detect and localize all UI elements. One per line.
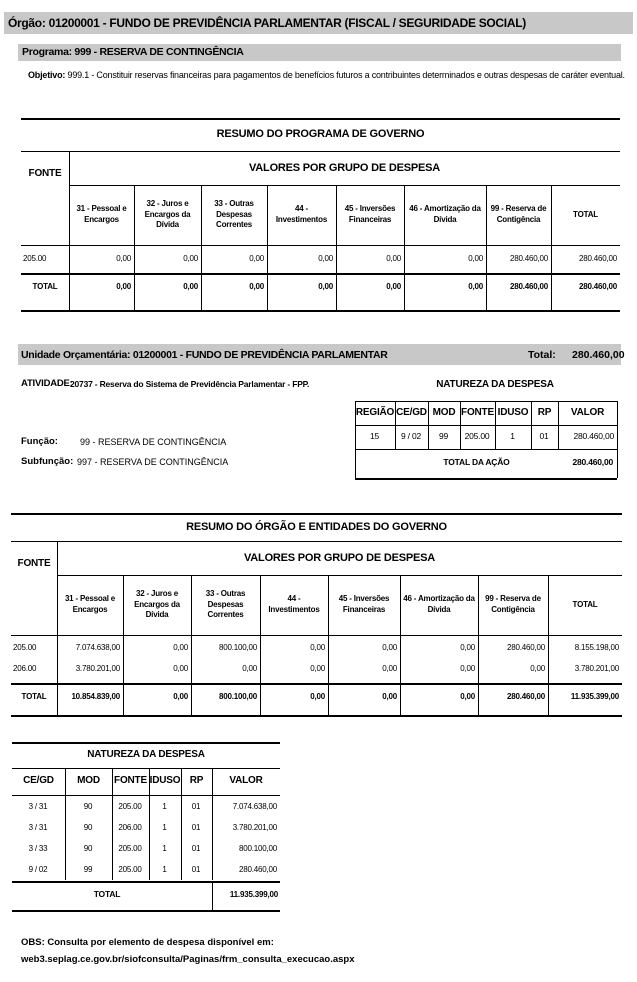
natureza-cell: 1: [510, 431, 515, 442]
natureza-orgao-cell: 99: [83, 865, 93, 875]
natureza-orgao-cell: 206.00: [118, 823, 142, 833]
value-cell: 0,00: [310, 643, 325, 653]
rule-line: [355, 449, 617, 450]
value-cell: 0,00: [318, 253, 333, 263]
total-cell: 0,00: [183, 282, 198, 292]
natureza-cell: 280.460,00: [573, 431, 614, 442]
column-header: 46 - Amortização da Dívida: [409, 204, 481, 224]
rule-line: [548, 575, 549, 715]
natureza-orgao-cell: 7.074.638,00: [232, 802, 277, 812]
total-cell: 0,00: [249, 282, 264, 292]
natureza-header: FONTE: [461, 407, 494, 419]
rule-line: [11, 715, 622, 717]
objetivo-label: Objetivo:: [28, 70, 66, 80]
fonte-cell: 205.00: [23, 253, 47, 263]
natureza-cell: 15: [369, 431, 380, 442]
column-header: TOTAL: [572, 599, 598, 609]
rule-line: [395, 401, 396, 449]
subfuncao-value: 997 - RESERVA DE CONTINGÊNCIA: [77, 457, 229, 467]
natureza-orgao-cell: 90: [83, 802, 93, 812]
column-header: 99 - Reserva de Contigência: [490, 204, 547, 224]
value-cell: 7.074.638,00: [75, 643, 120, 653]
subfuncao-label: Subfunção:: [21, 456, 74, 467]
atividade-text: 20737 - Reserva do Sistema de Previdência Parlamentar - FPP.: [70, 379, 310, 389]
natureza-title: NATUREZA DA DESPESA: [436, 379, 554, 391]
natureza-orgao-header: VALOR: [229, 775, 263, 787]
unidade-total-value: 280.460,00: [572, 349, 625, 361]
value-cell: 3.780.201,00: [75, 664, 120, 674]
value-cell: 280.460,00: [578, 253, 617, 263]
rule-line: [328, 575, 329, 715]
natureza-orgao-cell: 3 / 33: [28, 844, 48, 854]
rule-line: [428, 401, 429, 449]
natureza-orgao-header: MOD: [77, 775, 100, 787]
rule-line: [267, 185, 268, 310]
column-header: 32 - Juros e Encargos da Dívida: [134, 588, 180, 620]
natureza-orgao-cell: 01: [191, 865, 201, 875]
natureza-orgao-cell: 3 / 31: [28, 823, 48, 833]
natureza-cell: 01: [539, 431, 549, 442]
natureza-header: REGIÃO: [355, 407, 395, 419]
value-cell: 0,00: [116, 253, 131, 263]
total-cell: 0,00: [460, 691, 475, 701]
rule-line: [201, 185, 202, 310]
total-cell: 0,00: [382, 691, 397, 701]
column-header: 31 - Pessoal e Encargos: [76, 204, 127, 224]
total-cell: 11.935.399,00: [570, 691, 619, 701]
total-cell: 10.854.839,00: [71, 691, 120, 701]
natureza-cell: 9 / 02: [400, 431, 422, 442]
rule-line: [336, 185, 337, 310]
value-cell: 0,00: [249, 253, 264, 263]
value-cell: 3.780.201,00: [574, 664, 619, 674]
rule-line: [355, 478, 617, 480]
natureza-orgao-cell: 280.460,00: [238, 865, 277, 875]
natureza-orgao-cell: 90: [83, 844, 93, 854]
rule-line: [149, 768, 150, 880]
objetivo: [28, 70, 625, 80]
programa-title: Programa: 999 - RESERVA DE CONTINGÊNCIA: [22, 46, 244, 58]
rule-line: [212, 768, 213, 880]
rule-line: [11, 635, 622, 636]
natureza-header: IDUSO: [497, 407, 529, 419]
natureza-header: CE/GD: [396, 407, 427, 419]
natureza-orgao-cell: 1: [162, 823, 167, 833]
natureza-orgao-header: FONTE: [114, 775, 147, 787]
column-header: 33 - Outras Despesas Correntes: [205, 588, 246, 620]
value-cell: 8.155.198,00: [574, 643, 619, 653]
group-title: VALORES POR GRUPO DE DESPESA: [243, 551, 435, 564]
natureza-orgao-cell: 205.00: [118, 802, 142, 812]
natureza-orgao-cell: 01: [191, 844, 201, 854]
value-cell: 800.100,00: [218, 643, 257, 653]
rule-line: [531, 401, 532, 449]
natureza-orgao-cell: 90: [83, 823, 93, 833]
column-header: 31 - Pessoal e Encargos: [64, 594, 116, 614]
natureza-header: RP: [537, 407, 552, 419]
column-header: 44 - Investimentos: [275, 204, 328, 224]
resumo-title: RESUMO DO ÓRGÃO E ENTIDADES DO GOVERNO: [186, 520, 447, 533]
total-cell: 280.460,00: [506, 691, 545, 701]
value-cell: 280.460,00: [509, 253, 548, 263]
total-label: TOTAL: [32, 282, 58, 292]
obs-line-1: OBS: Consulta por elemento de despesa disponível em:: [21, 937, 274, 948]
total-cell: 0,00: [318, 282, 333, 292]
value-cell: 0,00: [242, 664, 257, 674]
rule-line: [460, 401, 461, 449]
rule-line: [355, 401, 356, 449]
rule-line: [123, 575, 124, 715]
value-cell: 0,00: [382, 664, 397, 674]
total-cell: 0,00: [116, 282, 131, 292]
rule-line: [260, 575, 261, 715]
natureza-cell: 205.00: [464, 431, 490, 442]
rule-line: [12, 795, 280, 796]
total-cell: 0,00: [310, 691, 325, 701]
fonte-header: FONTE: [28, 168, 62, 180]
value-cell: 280.460,00: [506, 643, 545, 653]
value-cell: 0,00: [183, 253, 198, 263]
fonte-cell: 206.00: [13, 664, 37, 674]
rule-line: [551, 185, 552, 310]
value-cell: 0,00: [468, 253, 483, 263]
natureza-orgao-cell: 205.00: [118, 865, 142, 875]
value-cell: 0,00: [460, 643, 475, 653]
orgao-title: Órgão: 01200001 - FUNDO DE PREVIDÊNCIA PARLAMENTAR (FISCAL / SEGURIDADE SOCIAL): [8, 16, 526, 30]
value-cell: 0,00: [310, 664, 325, 674]
column-header: 45 - Inversões Financeiras: [338, 594, 390, 614]
rule-line: [65, 768, 66, 880]
total-cell: 280.460,00: [509, 282, 548, 292]
total-cell: 0,00: [468, 282, 483, 292]
rule-line: [400, 575, 401, 715]
rule-line: [181, 768, 182, 880]
natureza-cell: 99: [438, 431, 449, 442]
rule-line: [404, 185, 405, 310]
column-header: 32 - Juros e Encargos da Dívida: [144, 198, 191, 230]
value-cell: 0,00: [530, 664, 545, 674]
natureza-orgao-cell: 3 / 31: [28, 802, 48, 812]
value-cell: 0,00: [173, 643, 188, 653]
resumo-title: RESUMO DO PROGRAMA DE GOVERNO: [216, 128, 425, 141]
rule-line: [212, 881, 213, 910]
rule-line: [558, 401, 559, 449]
natureza-orgao-cell: 1: [162, 802, 167, 812]
rule-line: [191, 575, 192, 715]
natureza-header: VALOR: [570, 407, 605, 419]
natureza-orgao-total-value: 11.935.399,00: [229, 889, 278, 899]
value-cell: 0,00: [460, 664, 475, 674]
natureza-orgao-header: CE/GD: [23, 775, 54, 787]
obs-line-2: web3.seplag.ce.gov.br/siofconsulta/Paginas/frm_consulta_execucao.aspx: [21, 954, 355, 965]
objetivo-text: 999.1 - Constituir reservas financeiras para pagamentos de benefícios futuros a contribuintes determinados e outras despesas de caráter eventual.: [67, 70, 625, 80]
natureza-orgao-title: NATUREZA DA DESPESA: [87, 749, 205, 761]
rule-line: [495, 401, 496, 449]
group-title: VALORES POR GRUPO DE DESPESA: [248, 161, 440, 174]
natureza-orgao-total-label: TOTAL: [93, 889, 121, 900]
total-acao-label: TOTAL DA AÇÃO: [443, 457, 510, 468]
value-cell: 0,00: [173, 664, 188, 674]
total-cell: 0,00: [173, 691, 188, 701]
rule-line: [134, 185, 135, 310]
natureza-orgao-cell: 1: [162, 844, 167, 854]
natureza-orgao-header: RP: [189, 775, 204, 787]
total-acao-value: 280.460,00: [572, 457, 613, 468]
rule-line: [355, 449, 356, 478]
rule-line: [486, 185, 487, 310]
natureza-orgao-cell: 1: [162, 865, 167, 875]
natureza-orgao-cell: 3.780.201,00: [232, 823, 277, 833]
column-header: 46 - Amortização da Dívida: [403, 594, 475, 614]
total-cell: 280.460,00: [578, 282, 617, 292]
rule-line: [112, 768, 113, 880]
rule-line: [617, 401, 618, 449]
natureza-orgao-cell: 01: [191, 823, 201, 833]
funcao-label: Função:: [21, 436, 58, 447]
natureza-orgao-cell: 9 / 02: [28, 865, 48, 875]
atividade-label: ATIVIDADE:: [21, 378, 73, 389]
column-header: 99 - Reserva de Contigência: [485, 594, 541, 614]
value-cell: 0,00: [382, 643, 397, 653]
total-cell: 800.100,00: [218, 691, 257, 701]
total-label: TOTAL: [21, 691, 47, 701]
column-header: 33 - Outras Despesas Correntes: [214, 198, 254, 230]
rule-line: [617, 449, 618, 478]
fonte-header: FONTE: [17, 558, 51, 570]
unidade-title: Unidade Orçamentária: 01200001 - FUNDO DE PREVIDÊNCIA PARLAMENTAR: [21, 349, 388, 361]
column-header: TOTAL: [573, 209, 598, 219]
natureza-orgao-cell: 01: [191, 802, 201, 812]
total-cell: 0,00: [386, 282, 401, 292]
natureza-orgao-cell: 205.00: [118, 844, 142, 854]
column-header: 45 - Inversões Financeiras: [344, 204, 396, 224]
unidade-total-label: Total:: [528, 349, 556, 361]
value-cell: 0,00: [386, 253, 401, 263]
natureza-orgao-cell: 800.100,00: [238, 844, 277, 854]
funcao-value: 99 - RESERVA DE CONTINGÊNCIA: [80, 437, 227, 447]
fonte-cell: 205.00: [13, 643, 37, 653]
rule-line: [478, 575, 479, 715]
column-header: 44 - Investimentos: [268, 594, 320, 614]
rule-line: [21, 245, 620, 246]
natureza-header: MOD: [432, 407, 456, 419]
rule-line: [21, 310, 620, 312]
rule-line: [12, 910, 280, 912]
natureza-orgao-header: IDUSO: [149, 775, 181, 787]
